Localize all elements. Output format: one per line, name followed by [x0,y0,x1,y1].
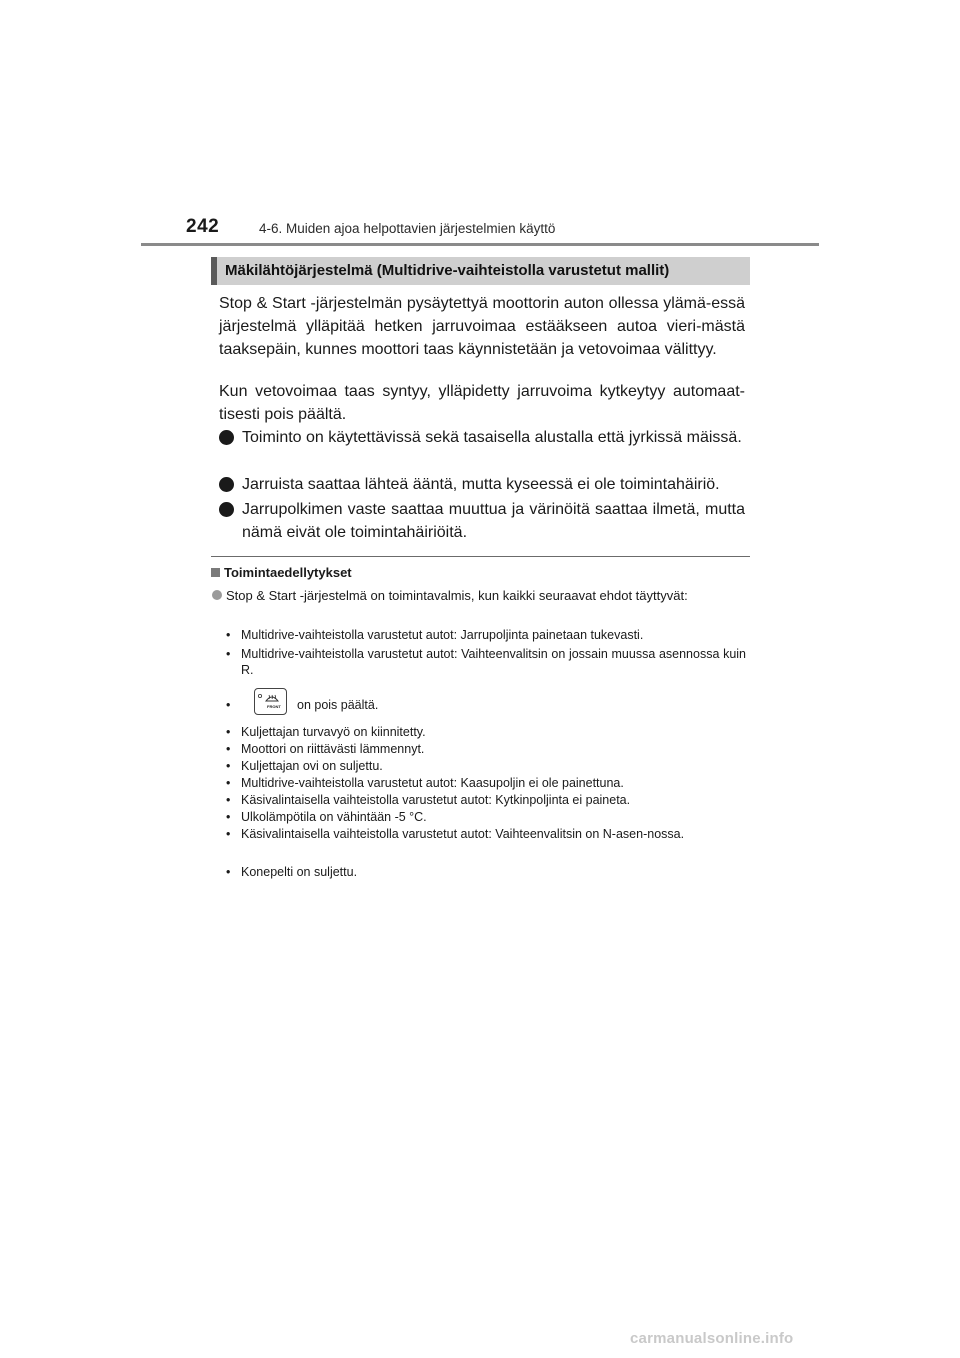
front-defroster-icon [255,689,288,716]
bullet-mark: • [226,827,231,841]
condition-text: Kuljettajan turvavyö on kiinnitetty. [241,725,426,739]
square-bullet-icon [211,568,220,577]
bullet-mark: • [226,865,231,879]
bullet-mark: • [226,698,231,712]
condition-icon-text: on pois päältä. [297,698,379,712]
watermark: carmanualsonline.info [630,1330,794,1347]
bullet-mark: • [226,759,231,773]
condition-text: Konepelti on suljettu. [241,865,358,879]
condition-text: Kuljettajan ovi on suljettu. [241,759,383,773]
paragraph-release: Kun vetovoimaa taas syntyy, ylläpidetty jarruvoima kytkeytyy automaat-tisesti pois päältä. [219,383,745,423]
bullet-mark: • [226,742,231,756]
conditions-heading-text: Toimintaedellytykset [224,565,352,580]
conditions-intro-text: Stop & Start -järjestelmä on toimintavalmis, kun kaikki seuraavat ehdot täyttyvät: [226,588,688,603]
bullet-mark: • [226,793,231,807]
condition-text: Käsivalintaisella vaihteistolla varustetut autot: Kytkinpoljinta ei paineta. [241,793,631,807]
section-title-accent [211,257,217,285]
section-title-bar [211,257,750,285]
bullet-dot-icon [219,477,234,492]
section-title: Mäkilähtöjärjestelmä (Multidrive-vaihteistolla varustetut mallit) [225,262,670,279]
chapter-title: 4-6. Muiden ajoa helpottavien järjestelmien käyttö [259,221,556,236]
front-label: FRONT [267,704,281,709]
condition-text: Ulkolämpötila on vähintään -5 °C. [241,810,427,824]
main-bullet-text: Toiminto on käytettävissä sekä tasaisella alustalla että jyrkissä mäissä. [242,429,742,446]
condition-text: Käsivalintaisella vaihteistolla varustetut autot: Vaihteenvalitsin on N-asen-nossa. [241,827,685,841]
bullet-dot-icon [219,430,234,445]
bullet-mark: • [226,628,231,642]
conditions-heading [211,565,352,580]
bullet-mark: • [226,647,231,661]
paragraph-intro: Stop & Start -järjestelmän pysäytettyä moottorin auton ollessa ylämä-essä järjestelmä ylläpitää hetken jarruvoimaa estääkseen autoa vieri-mästä taaksepäin, kunnes moottori taas käynnistetään ja vetovoimaa välittyy. [219,295,745,358]
section-divider [211,556,750,557]
page-number: 242 [186,216,220,237]
condition-text: Multidrive-vaihteistolla varustetut autot: Vaihteenvalitsin on jossain muussa asennossa kuin R. [241,647,746,677]
bullet-mark: • [226,725,231,739]
bullet-mark: • [226,810,231,824]
condition-text: Multidrive-vaihteistolla varustetut autot: Jarrupoljinta painetaan tukevasti. [241,628,644,642]
main-bullet-text: Jarruista saattaa lähteä ääntä, mutta kyseessä ei ole toimintahäiriö. [242,476,720,493]
main-bullet-text: Jarrupolkimen vaste saattaa muuttua ja värinöitä saattaa ilmetä, mutta nämä eivät ole toimintahäiriöitä. [242,501,745,541]
bullet-dot-icon [212,590,222,600]
front-defroster-switch-icon [254,688,287,715]
bullet-mark: • [226,776,231,790]
condition-text: Moottori on riittävästi lämmennyt. [241,742,425,756]
header-rule [141,243,819,246]
bullet-dot-icon [219,502,234,517]
condition-text: Multidrive-vaihteistolla varustetut autot: Kaasupoljin ei ole painettuna. [241,776,624,790]
